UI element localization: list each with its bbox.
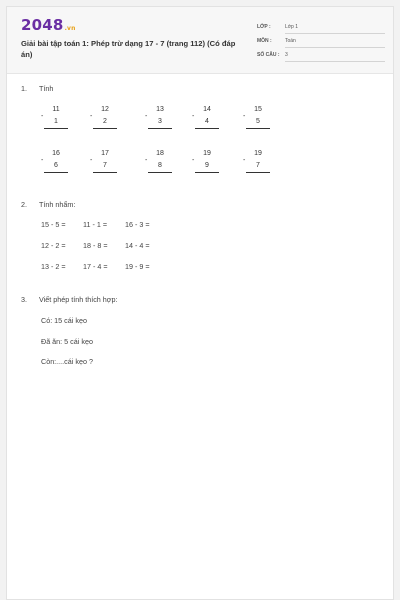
question-2-number: 2.	[21, 200, 27, 209]
subtrahend: 8	[158, 162, 162, 169]
word-problem-line: Có: 15 cái kẹo	[41, 316, 87, 325]
minuend: 17	[101, 150, 109, 157]
subtrahend: 3	[158, 118, 162, 125]
answer-line	[93, 172, 117, 173]
mental-math-item: 14 - 4 =	[125, 241, 150, 250]
word-problem-line: Còn:....cái kẹo ?	[41, 357, 93, 366]
meta-class	[257, 24, 385, 34]
minuend: 12	[101, 106, 109, 113]
minus-sign: -	[90, 113, 93, 120]
mental-math-item: 17 - 4 =	[83, 262, 108, 271]
question-1-number: 1.	[21, 84, 27, 93]
question-2-text: Tính nhẩm:	[39, 200, 76, 209]
subtraction-problem	[194, 104, 220, 129]
subtrahend: 7	[103, 162, 107, 169]
subtraction-problem	[245, 148, 271, 173]
minuend: 19	[254, 150, 262, 157]
subtrahend: 5	[256, 118, 260, 125]
answer-line	[148, 128, 172, 129]
meta-question-count	[257, 52, 385, 62]
minus-sign: -	[192, 157, 195, 164]
subtrahend: 2	[103, 118, 107, 125]
subtraction-problem	[43, 104, 69, 129]
subtrahend: 1	[54, 118, 58, 125]
answer-line	[93, 128, 117, 129]
minus-sign: -	[145, 113, 148, 120]
minus-sign: -	[41, 113, 44, 120]
page-title: Giải bài tập toán 1: Phép trừ dạng 17 - 7 (trang 112) (Có đáp án)	[21, 39, 236, 59]
meta-question-count-value: 3	[285, 52, 385, 62]
minus-sign: -	[243, 113, 246, 120]
question-3-title	[21, 295, 118, 304]
minuend: 11	[52, 106, 60, 113]
subtrahend: 7	[256, 162, 260, 169]
minuend: 14	[203, 106, 211, 113]
subtraction-problem	[147, 104, 173, 129]
question-1-text: Tính	[39, 84, 54, 93]
question-1-title	[21, 84, 53, 93]
minuend: 16	[52, 150, 60, 157]
question-3-text: Viết phép tính thích hợp:	[39, 295, 118, 304]
subtrahend: 9	[205, 162, 209, 169]
mental-math-item: 19 - 9 =	[125, 262, 150, 271]
minus-sign: -	[243, 157, 246, 164]
minuend: 18	[156, 150, 164, 157]
worksheet-header	[7, 7, 393, 74]
subtraction-problem	[92, 148, 118, 173]
answer-line	[148, 172, 172, 173]
subtrahend: 4	[205, 118, 209, 125]
minus-sign: -	[145, 157, 148, 164]
mental-math-item: 12 - 2 =	[41, 241, 66, 250]
answer-line	[246, 172, 270, 173]
minus-sign: -	[192, 113, 195, 120]
word-problem-line: Đã ăn: 5 cái kẹo	[41, 337, 93, 346]
answer-line	[246, 128, 270, 129]
answer-line	[195, 128, 219, 129]
subtraction-problem	[43, 148, 69, 173]
minuend: 19	[203, 150, 211, 157]
meta-class-label: LỚP :	[257, 24, 271, 30]
subtraction-problem	[245, 104, 271, 129]
mental-math-item: 18 - 8 =	[83, 241, 108, 250]
logo-number: 2048	[21, 16, 64, 34]
meta-class-value: Lớp 1	[285, 24, 385, 34]
minus-sign: -	[90, 157, 93, 164]
minus-sign: -	[41, 157, 44, 164]
meta-question-count-label: SỐ CÂU :	[257, 52, 280, 58]
question-2-title	[21, 200, 75, 209]
logo-suffix: .vn	[64, 25, 76, 32]
answer-line	[44, 128, 68, 129]
meta-subject	[257, 38, 385, 48]
mental-math-item: 13 - 2 =	[41, 262, 66, 271]
mental-math-item: 11 - 1 =	[83, 220, 108, 229]
subtrahend: 6	[54, 162, 58, 169]
minuend: 15	[254, 106, 262, 113]
site-logo[interactable]	[21, 16, 76, 34]
meta-subject-label: MÔN :	[257, 38, 272, 44]
answer-line	[44, 172, 68, 173]
minuend: 13	[156, 106, 164, 113]
meta-subject-value: Toán	[285, 38, 385, 48]
mental-math-item: 16 - 3 =	[125, 220, 150, 229]
answer-line	[195, 172, 219, 173]
subtraction-problem	[147, 148, 173, 173]
worksheet	[6, 6, 394, 600]
mental-math-item: 15 - 5 =	[41, 220, 66, 229]
subtraction-problem	[194, 148, 220, 173]
subtraction-problem	[92, 104, 118, 129]
question-3-number: 3.	[21, 295, 27, 304]
